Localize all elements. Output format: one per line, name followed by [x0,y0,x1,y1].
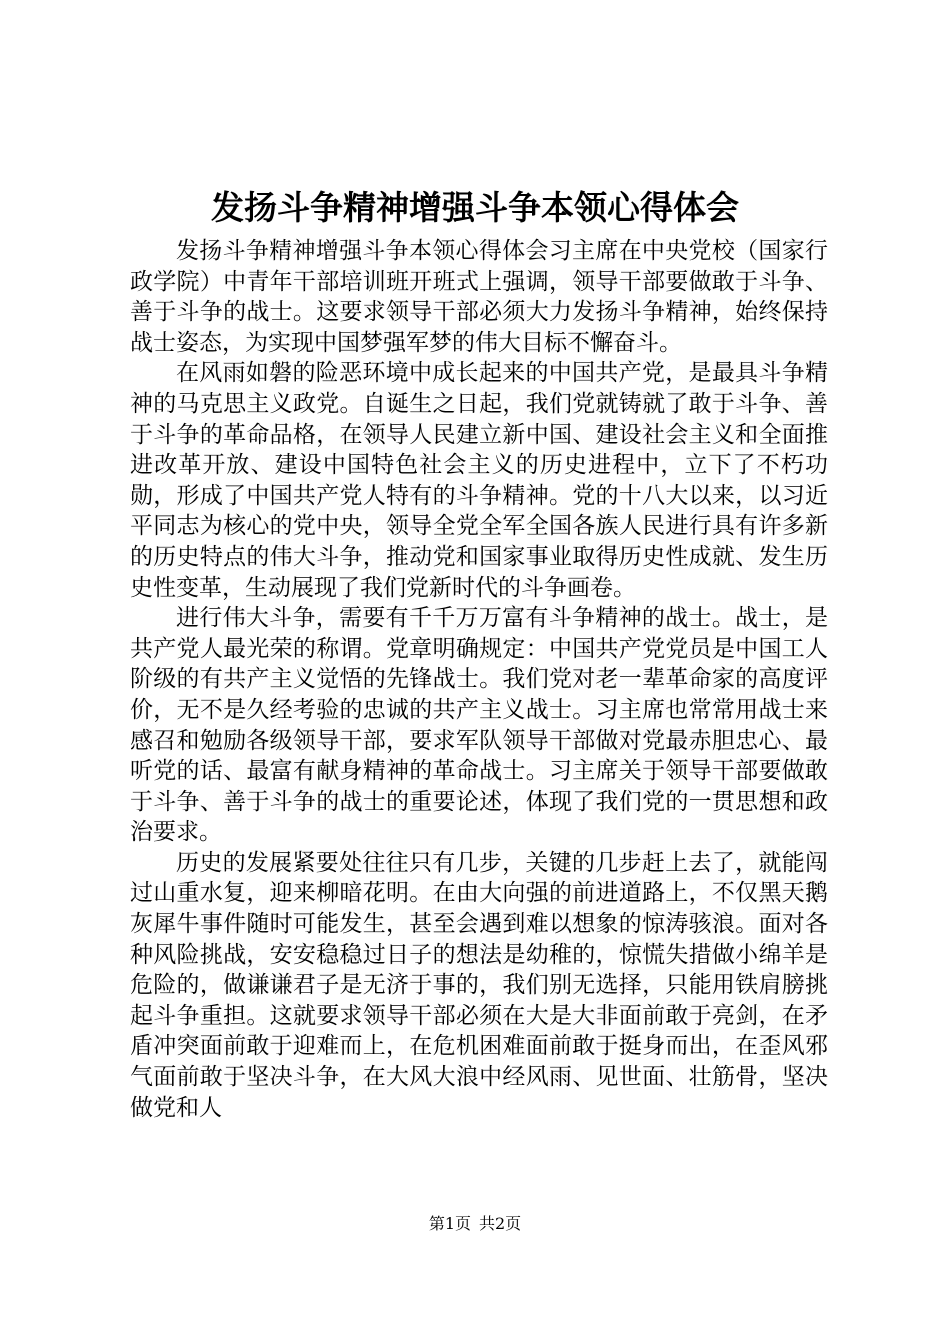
paragraph: 在风雨如磐的险恶环境中成长起来的中国共产党，是最具斗争精神的马克思主义政党。自诞生之日起，我们党就铸就了敢于斗争、善于斗争的革命品格，在领导人民建立新中国、建设社会主义和全面推进改革开放、建设中国特色社会主义的历史进程中，立下了不朽功勋，形成了中国共产党人特有的斗争精神。党的十八大以来，以习近平同志为核心的党中央，领导全党全军全国各族人民进行具有许多新的历史特点的伟大斗争，推动党和国家事业取得历史性成就、发生历史性变革，生动展现了我们党新时代的斗争画卷。 [130,360,828,601]
page-total: 共2页 [479,1214,522,1233]
paragraph: 进行伟大斗争，需要有千千万万富有斗争精神的战士。战士，是共产党人最光荣的称谓。党章明确规定：中国共产党党员是中国工人阶级的有共产主义觉悟的先锋战士。我们党对老一辈革命家的高度评价，无不是久经考验的忠诚的共产主义战士。习主席也常常用战士来感召和勉励各级领导干部，要求军队领导干部做对党最赤胆忠心、最听党的话、最富有献身精神的革命战士。习主席关于领导干部要做敢于斗争、善于斗争的战士的重要论述，体现了我们党的一贯思想和政治要求。 [130,605,828,846]
page-footer [0,1212,950,1236]
page-number: 第1页 [428,1214,471,1233]
paragraph: 历史的发展紧要处往往只有几步，关键的几步赶上去了，就能闯过山重水复，迎来柳暗花明。在由大向强的前进道路上，不仅黑天鹅灰犀牛事件随时可能发生，甚至会遇到难以想象的惊涛骇浪。面对各种风险挑战，安安稳稳过日子的想法是幼稚的，惊慌失措做小绵羊是危险的，做谦谦君子是无济于事的，我们别无选择，只能用铁肩膀挑起斗争重担。这就要求领导干部必须在大是大非面前敢于亮剑，在矛盾冲突面前敢于迎难而上，在危机困难面前敢于挺身而出，在歪风邪气面前敢于坚决斗争，在大风大浪中经风雨、见世面、壮筋骨，坚决做党和人 [130,849,828,1121]
document-body [130,236,828,1123]
document-title: 发扬斗争精神增强斗争本领心得体会 [211,188,739,227]
paragraph: 发扬斗争精神增强斗争本领心得体会习主席在中央党校（国家行政学院）中青年干部培训班开班式上强调，领导干部要做敢于斗争、善于斗争的战士。这要求领导干部必须大力发扬斗争精神，始终保持战士姿态，为实现中国梦强军梦的伟大目标不懈奋斗。 [130,238,828,356]
